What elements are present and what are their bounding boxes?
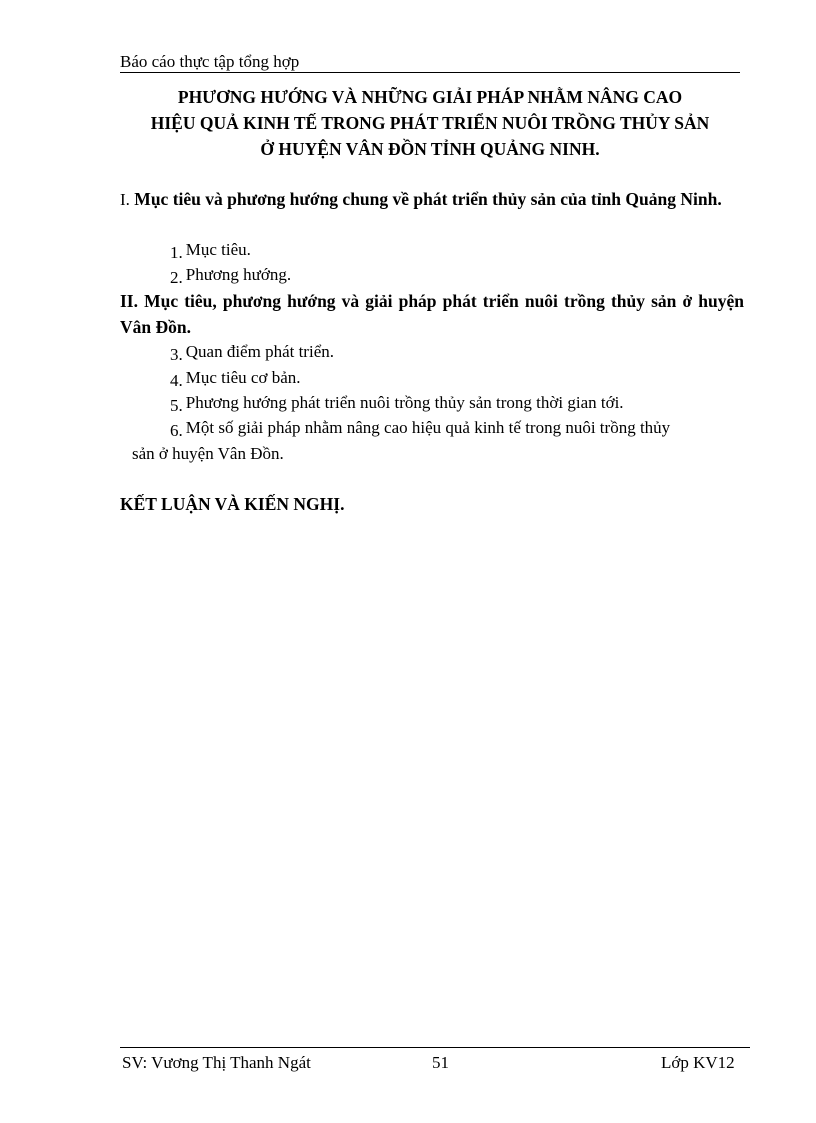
list-item xyxy=(170,265,291,285)
page-number: 51 xyxy=(432,1053,449,1072)
list-item xyxy=(170,240,251,260)
list-item-text: Mục tiêu cơ bản. xyxy=(185,368,301,387)
title-line-1: PHƯƠNG HƯỚNG VÀ NHỮNG GIẢI PHÁP NHẰM NÂNG CAO xyxy=(177,87,683,107)
section-1-text: Mục tiêu và phương hướng chung về phát triển thủy sản của tỉnh Quảng Ninh. xyxy=(134,189,722,209)
list-item-number: 6. xyxy=(170,421,183,440)
list-item-continuation: sản ở huyện Vân Đồn. xyxy=(132,444,284,463)
footer-divider xyxy=(120,1047,750,1048)
title-line-2: HIỆU QUẢ KINH TẾ TRONG PHÁT TRIỂN NUÔI TRỒNG THỦY SẢN xyxy=(150,113,710,133)
footer-student: SV: Vương Thị Thanh Ngát xyxy=(122,1053,311,1072)
section-2-number: II. xyxy=(120,291,138,311)
list-item-text: Một số giải pháp nhằm nâng cao hiệu quả kinh tế trong nuôi trồng thủy xyxy=(185,418,671,437)
list-item xyxy=(170,342,334,362)
section-2-heading xyxy=(120,288,744,340)
list-item-text: Quan điểm phát triển. xyxy=(185,342,334,361)
section-1-number: I. xyxy=(120,190,130,209)
list-item-number: 3. xyxy=(170,345,183,364)
section-2-text: Mục tiêu, phương hướng và giải pháp phát triển nuôi trồng thủy sản ở huyện Vân Đồn. xyxy=(120,291,745,337)
list-item-number: 4. xyxy=(170,371,183,390)
list-item-text: Phương hướng. xyxy=(185,265,292,284)
list-item xyxy=(170,393,624,413)
list-item-text: Phương hướng phát triển nuôi trồng thủy sản trong thời gian tới. xyxy=(185,393,624,412)
list-item xyxy=(170,368,300,388)
list-item xyxy=(132,415,732,467)
list-item-number: 2. xyxy=(170,268,183,287)
list-item-text: Mục tiêu. xyxy=(185,240,251,259)
section-1-heading xyxy=(120,186,744,213)
document-title xyxy=(120,84,740,162)
header-text: Báo cáo thực tập tổng hợp xyxy=(120,52,300,71)
footer-class: Lớp KV12 xyxy=(661,1053,735,1072)
list-item-number: 5. xyxy=(170,396,183,415)
conclusion-heading: KẾT LUẬN VÀ KIẾN NGHỊ. xyxy=(120,494,345,514)
header-divider xyxy=(120,72,740,73)
list-item-number: 1. xyxy=(170,243,183,262)
title-line-3: Ở HUYỆN VÂN ĐỒN TỈNH QUẢNG NINH. xyxy=(260,139,600,159)
